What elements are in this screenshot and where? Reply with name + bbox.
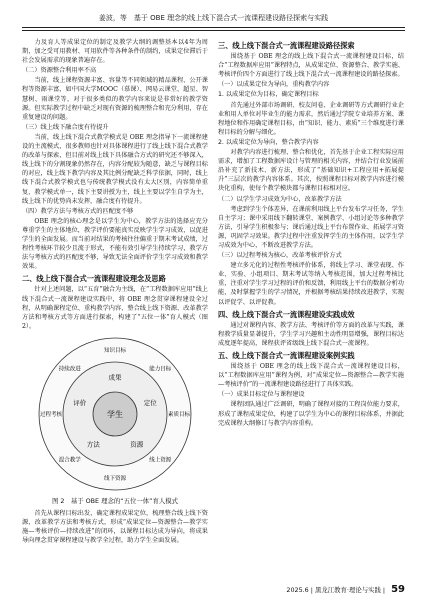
paragraph: 首先从课程目标出发，确定课程成果定位，梳理整合线上线下资源，改革教学方法和考核方式，形成“成果定位—资源整合—教学实施—考核评价—持续改进”的闭环，以课程目标达成为导向，将成果导向理念贯穿课程建设与教学全过程，助力学生全面发展。 bbox=[22, 510, 208, 545]
ring-label: 方法 bbox=[86, 440, 100, 449]
paragraph: 当前，线上课程资源丰富、容量等不同领域的精品课程、公开课程等资源丰富，如中国大学MOOC（慕课）、网易云课堂、超星、智慧树、雨课堂等，对于很多类似的教学内容来说是非常好的教学资源。但实际教学过程中缺乏对现有资源的梳理整合和充分利用，存在重复建设的问题。 bbox=[22, 77, 208, 121]
paragraph: 围绕基于 OBE 理念的线上线下混合式一流课程建设目标，结合“工程数据库应用”课程特点，从成果定位、资源整合、教学实施、考核评价四个方面进行了线上线下混合式一流课程建设的路径探索。 bbox=[218, 53, 404, 79]
paragraph: OBE 理念的核心理念是以学生为中心，教学方法的选择应充分尊重学生的主体地位，教学评价要能真实反映学生学习成效，以促进学生的全面发展。而当前对结果的考核往往偏重于期末考试成绩，过程性考核环节较少且流于形式，不能有效引导学生持续学习，教学方法与考核方式的匹配度不够，导致无法全面评价学生学习成效和教学效果。 bbox=[22, 217, 208, 271]
paragraph: 通过对课程内容、教学方法、考核评价等方面的改革与实践，课程教学质量显著提升，学生学习兴趣和主动性明显增强，课程目标达成度逐年提高，课程获评省级线上线下混合式一流课程。 bbox=[218, 321, 404, 347]
right-column bbox=[218, 38, 404, 428]
sub-subheading: 1. 以成果定位为目标，确定课程目标 bbox=[218, 91, 319, 99]
subheading: （二）以学生学习成效为中心，改革教学方法 bbox=[218, 195, 342, 203]
ring-label: 资源 bbox=[130, 440, 144, 449]
figure-caption: 图 2 基于 OBE 理念的“五位一体”育人模式 bbox=[51, 496, 179, 505]
ring-label: 定位 bbox=[143, 399, 157, 408]
paragraph: 对教学内容进行梳理、整合和优化，首先基于企业工程实际应用需求，增加了工程数据库设计与管理的相关内容，并结合行业发展前沿补充了新技术、新方法，形成了“基础知识+工程应用+拓展提升”三层次的教学内容体系。其次，按照课程目标对教学内容进行模块化重构，使每个教学模块都与课程目标相对应。 bbox=[218, 149, 404, 193]
outer-label: 线上资源 bbox=[149, 457, 172, 464]
left-column bbox=[22, 38, 208, 545]
paragraph: 当前，线上线下混合式教学模式是 OBE 理念指导下一流课程建设的主流模式，很多教师也针对具体课程进行了线上线下混合式教学的改革与探索，但目前对线上线下具体融合方式的研究还不够深入，线上线下的分割现象仍然存在，内容分配较为随意，缺乏与课程目标的对应，线上线下教学内容及其比例分配缺乏科学依据，同时，线上线下混合式教学模式也与传统教学模式没有太大区别，内容简单重复、教学模式单一，线下主要讲授为主，线上主要以学生自学为主，线上线下的优势尚未发挥，融合度有待提升。 bbox=[22, 133, 208, 205]
outer-label: 混合教学 bbox=[58, 457, 81, 464]
subheading: （三）以过程考核为核心，改革考核评价方式 bbox=[218, 252, 342, 260]
page-footer bbox=[218, 583, 405, 595]
section-heading: 二、线上线下混合式一流课程建设理念及思路 bbox=[22, 274, 166, 284]
paragraph: 首先通过外部市场调研、校友问卷、企业调研等方式调研行业企业和用人单位对毕业生的能力需求，然后通过学院专业培养方案、课程地位和作用确定课程目标，由“知识、能力、素质”三个维度进行课程目标的分解与细化。 bbox=[218, 101, 404, 136]
outer-label: 过程考核 bbox=[39, 411, 63, 418]
section-heading: 三、线上线下混合式一流课程建设路径探索 bbox=[218, 41, 355, 50]
outer-label: 能力目标 bbox=[149, 366, 172, 373]
paragraph: 考虑到学生个体差异，在课前利用线上平台发布学习任务，学生自主学习；课中采用线下翻转课堂、案例教学、小组讨论等多种教学方法，引导学生积极参与；课后通过线上平台布置作业、拓展学习资源，巩固学习效果。教学过程中注重发挥学生的主体作用，以学生学习成效为中心，不断改进教学方法。 bbox=[218, 205, 404, 249]
running-title: 姜波，等 基于 OBE 理念的线上线下混合式一流课程建设路径探索与实践 bbox=[98, 14, 329, 22]
paragraph: 建立多元化的过程性考核评价体系，将线上学习、课堂表现、作业、实验、小组项目、期末考试等纳入考核范围，加大过程考核比重，注重对学生学习过程的评价和反馈，利用线上平台的数据分析功能，及时掌握学生的学习情况，并根据考核结果持续改进教学，实现以评促学、以评促教。 bbox=[218, 262, 404, 306]
paragraph: 针对上述问题，以“五育”融合为主线，在“工程数据库应用”线上线下混合式一流课程建设实践中，将 OBE 理念贯穿课程建设全过程，从明确课程定位、重构教学内容、整合线上线下资源、改革教学方法和考核方式等方面进行探索，构建了“五位一体”育人模式（图2）。 bbox=[22, 286, 208, 330]
subheading: （一）成果目标定位与课程建设 bbox=[218, 391, 305, 399]
section-heading: 四、线上线下混合式一流课程建设实践成效 bbox=[218, 309, 355, 319]
page-number: 59 bbox=[391, 583, 405, 595]
subheading: （一）以成果定位为导向，重构教学内容 bbox=[218, 81, 330, 89]
paragraph: 课程团队通过广泛调研，明确了课程对接的工程岗位能力要求，形成了课程成果定位，构建了以学生为中心的课程目标体系，并据此完成课程大纲修订与教学内容重构。 bbox=[218, 401, 404, 427]
subheading: （二）资源整合利用率不高 bbox=[22, 67, 97, 75]
journal-issue: 2025.6 | 黑龙江教育·理论与实践 | bbox=[286, 585, 386, 594]
running-header bbox=[22, 13, 405, 25]
section-heading: 五、线上线下混合式一流课程建设案例实践 bbox=[218, 351, 355, 360]
ring-label: 成果 bbox=[108, 373, 122, 382]
center-label: 学生 bbox=[107, 409, 123, 419]
outer-label: 知识目标 bbox=[103, 347, 127, 354]
header-rule-thick bbox=[22, 27, 405, 28]
outer-label: 素质目标 bbox=[167, 411, 191, 418]
paragraph: 围绕基于 OBE 理念的线上线下混合式一流课程建设目标，以“工程数据库应用”课程为例，对“成果定位—资源整合—教学实施—考核评价”的一流课程建设路径进行了具体实践。 bbox=[218, 363, 404, 389]
subheading: （四）教学方法与考核方式的匹配度不够 bbox=[22, 207, 134, 215]
sub-subheading: 2. 以成果定位为导向，整合教学内容 bbox=[218, 138, 319, 146]
outer-label: 线下资源 bbox=[103, 475, 127, 482]
header-rule-thin bbox=[22, 30, 405, 31]
paragraph: 力及育人等成果定位的制定及教学大纲的调整基本以4年为周期，加之受可用教材、可用软件等各种条件的制约，成果定位滞后于社会发展需求的现象普遍存在。 bbox=[22, 39, 208, 65]
five-in-one-diagram bbox=[22, 334, 208, 494]
subheading: （三）线上线下融合度有待提升 bbox=[22, 123, 109, 131]
diagram-svg bbox=[22, 334, 208, 494]
outer-label: 持续改进 bbox=[58, 366, 81, 373]
ring-label: 评价 bbox=[73, 399, 87, 408]
